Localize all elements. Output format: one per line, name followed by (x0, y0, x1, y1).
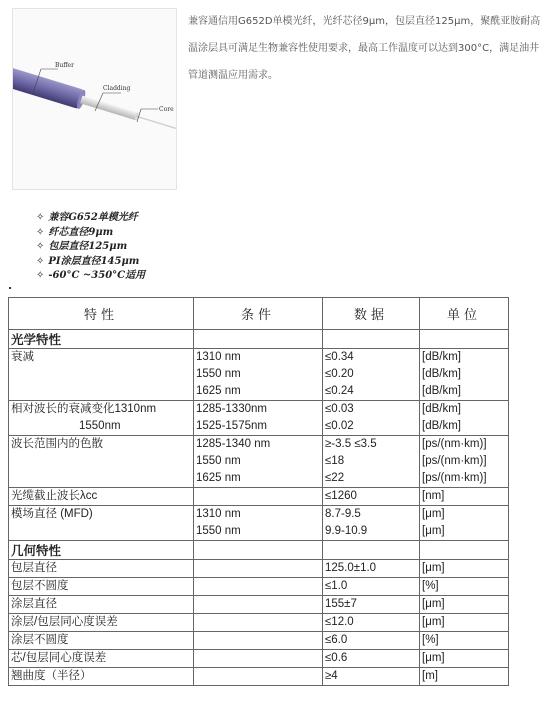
feature-text: 兼容G652单模光纤 (48, 212, 138, 223)
cell-name (9, 436, 194, 488)
data-line: ≤0.03 (325, 403, 354, 415)
feature-text: -60°C ~350°C适用 (48, 270, 146, 281)
empty-cell (323, 541, 420, 560)
cell-unit (420, 650, 509, 668)
name-line: 翘曲度（半径） (11, 670, 92, 682)
unit-line: [dB/km] (422, 368, 461, 380)
cell-data (323, 436, 420, 488)
list-dot (9, 287, 11, 289)
table-row (9, 578, 509, 596)
data-line: ≤1260 (325, 490, 357, 502)
cond-line: 1285-1340 nm (196, 438, 271, 450)
unit-line: [ps/(nm·km)] (422, 438, 487, 450)
cell-cond (194, 578, 323, 596)
empty-cell (323, 330, 420, 349)
cell-unit (420, 578, 509, 596)
cell-name (9, 668, 194, 686)
data-line: 125.0±1.0 (325, 562, 377, 574)
header-unit: 单位 (420, 298, 509, 330)
cell-data (323, 349, 420, 401)
data-line: ≤0.02 (325, 420, 354, 432)
cell-cond (194, 596, 323, 614)
cond-line (196, 668, 320, 685)
table-row (9, 506, 509, 541)
feature-item (36, 269, 145, 284)
name-line: 波长范围内的色散 (11, 438, 103, 450)
unit-line: [μm] (422, 525, 445, 537)
feature-list (36, 211, 145, 284)
name-line: 模场直径 (MFD) (11, 508, 93, 520)
unit-line: [%] (422, 580, 439, 592)
spec-table (8, 297, 509, 686)
cell-data (323, 596, 420, 614)
data-line: ≤12.0 (325, 616, 354, 628)
cell-cond (194, 614, 323, 632)
cond-line (196, 596, 320, 613)
name-line: 光缆截止波长λcc (11, 490, 98, 502)
cell-name (9, 614, 194, 632)
section-title: 几何特性 (9, 541, 194, 560)
fiber-structure-image (12, 8, 177, 190)
fiber-structure-illustration (13, 9, 176, 189)
name-line: 包层直径 (11, 562, 57, 574)
empty-cell (420, 541, 509, 560)
name-line: 芯/包层同心度误差 (11, 652, 107, 664)
unit-line: [μm] (422, 616, 445, 628)
cell-name (9, 650, 194, 668)
cell-data (323, 488, 420, 506)
unit-line: [nm] (422, 490, 445, 502)
cell-cond (194, 401, 323, 436)
name-line: 衰减 (11, 351, 34, 363)
cell-data (323, 560, 420, 578)
cell-unit (420, 506, 509, 541)
cell-name (9, 349, 194, 401)
star-bullet-icon: ✧ (36, 212, 45, 223)
cell-cond (194, 349, 323, 401)
header-data: 数据 (323, 298, 420, 330)
header-condition: 条件 (194, 298, 323, 330)
table-row (9, 650, 509, 668)
cell-name (9, 560, 194, 578)
cell-unit (420, 401, 509, 436)
cell-unit (420, 560, 509, 578)
data-line: 155±7 (325, 598, 357, 610)
name-line: 涂层不圆度 (11, 634, 69, 646)
cell-cond (194, 488, 323, 506)
cell-cond (194, 506, 323, 541)
table-row (9, 488, 509, 506)
data-line: ≥-3.5 ≤3.5 (325, 438, 377, 450)
table-row (9, 596, 509, 614)
cell-data (323, 614, 420, 632)
cell-unit (420, 632, 509, 650)
table-row (9, 436, 509, 488)
cond-line: 1625 nm (196, 472, 241, 484)
unit-line: [μm] (422, 562, 445, 574)
cell-cond (194, 632, 323, 650)
table-row (9, 560, 509, 578)
cell-unit (420, 349, 509, 401)
cell-cond (194, 560, 323, 578)
cond-line: 1310 nm (196, 508, 241, 520)
buffer-label: Buffer (55, 62, 74, 69)
cell-unit (420, 596, 509, 614)
data-line: ≤6.0 (325, 634, 348, 646)
cell-data (323, 650, 420, 668)
feature-text: PI涂层直径145μm (48, 255, 140, 267)
unit-line: [%] (422, 634, 439, 646)
cond-line: 1625 nm (196, 385, 241, 397)
unit-line: [μm] (422, 508, 445, 520)
table-row (9, 614, 509, 632)
table-row (9, 349, 509, 401)
cond-line (196, 578, 320, 595)
cond-line: 1550 nm (196, 368, 241, 380)
data-line: ≤0.20 (325, 368, 354, 380)
table-header-row (9, 298, 509, 330)
cell-cond (194, 650, 323, 668)
cell-data (323, 578, 420, 596)
cell-name (9, 632, 194, 650)
cond-line (196, 650, 320, 667)
name-line: 相对波长的衰减变化1310nm (11, 403, 157, 415)
cell-name (9, 578, 194, 596)
cond-line (196, 632, 320, 649)
cell-name (9, 488, 194, 506)
data-line: ≤22 (325, 472, 345, 484)
data-line: ≤1.0 (325, 580, 348, 592)
cell-name (9, 506, 194, 541)
cond-line (196, 488, 320, 505)
cond-line: 1550 nm (196, 455, 241, 467)
feature-item (36, 255, 145, 270)
cell-unit (420, 614, 509, 632)
star-bullet-icon: ✧ (36, 226, 45, 238)
section-header-row (9, 330, 509, 349)
cladding-label: Cladding (103, 85, 131, 92)
unit-line: [dB/km] (422, 420, 461, 432)
core-fiber (137, 116, 176, 135)
data-line: ≤0.24 (325, 385, 354, 397)
core-label: Core (159, 106, 174, 113)
unit-line: [dB/km] (422, 385, 461, 397)
empty-cell (420, 330, 509, 349)
cell-data (323, 632, 420, 650)
feature-item (36, 240, 145, 255)
cond-line: 1525-1575nm (196, 420, 267, 432)
cladding-layer (80, 96, 138, 121)
cell-cond (194, 436, 323, 488)
cell-name (9, 596, 194, 614)
data-line: ≥4 (325, 670, 338, 682)
name-line: 涂层/包层同心度误差 (11, 616, 118, 628)
unit-line: [μm] (422, 598, 445, 610)
feature-text: 纤芯直径9μm (48, 226, 114, 238)
cell-cond (194, 668, 323, 686)
section-title: 光学特性 (9, 330, 194, 349)
unit-line: [μm] (422, 652, 445, 664)
cell-data (323, 401, 420, 436)
cell-unit (420, 668, 509, 686)
feature-item (36, 226, 145, 241)
table-row (9, 668, 509, 686)
cond-line (196, 614, 320, 631)
cell-unit (420, 488, 509, 506)
empty-cell (194, 330, 323, 349)
cond-line: 1310 nm (196, 351, 241, 363)
cell-data (323, 668, 420, 686)
cell-data (323, 506, 420, 541)
table-row (9, 632, 509, 650)
data-line: ≤0.6 (325, 652, 348, 664)
cond-line: 1285-1330nm (196, 403, 267, 415)
product-description: 兼容通信用G652D单模光纤，光纤芯径9μm，包层直径125μm，聚酰亚胺耐高温涂层具可满足生物兼容性使用要求，最高工作温度可以达到300°C，满足油井管道测温应用需求。 (188, 16, 541, 81)
unit-line: [ps/(nm·km)] (422, 455, 487, 467)
unit-line: [ps/(nm·km)] (422, 472, 487, 484)
cond-line (196, 560, 320, 577)
data-line: ≤18 (325, 455, 345, 467)
name-line: 1550nm (79, 420, 121, 432)
unit-line: [dB/km] (422, 403, 461, 415)
spec-table-body (9, 330, 509, 686)
unit-line: [dB/km] (422, 351, 461, 363)
empty-cell (194, 541, 323, 560)
section-header-row (9, 541, 509, 560)
name-line: 涂层直径 (11, 598, 57, 610)
star-bullet-icon: ✧ (36, 241, 45, 252)
unit-line: [m] (422, 670, 438, 682)
name-line: 包层不圆度 (11, 580, 69, 592)
data-line: 9.9-10.9 (325, 525, 368, 537)
feature-text: 包层直径125μm (48, 241, 128, 252)
cond-line: 1550 nm (196, 525, 241, 537)
table-row (9, 401, 509, 436)
star-bullet-icon: ✧ (36, 255, 45, 267)
cell-unit (420, 436, 509, 488)
feature-item (36, 211, 145, 226)
star-bullet-icon: ✧ (36, 270, 45, 281)
data-line: 8.7-9.5 (325, 508, 361, 520)
buffer-layer (13, 67, 84, 109)
data-line: ≤0.34 (325, 351, 354, 363)
cell-name (9, 401, 194, 436)
header-property: 特性 (9, 298, 194, 330)
